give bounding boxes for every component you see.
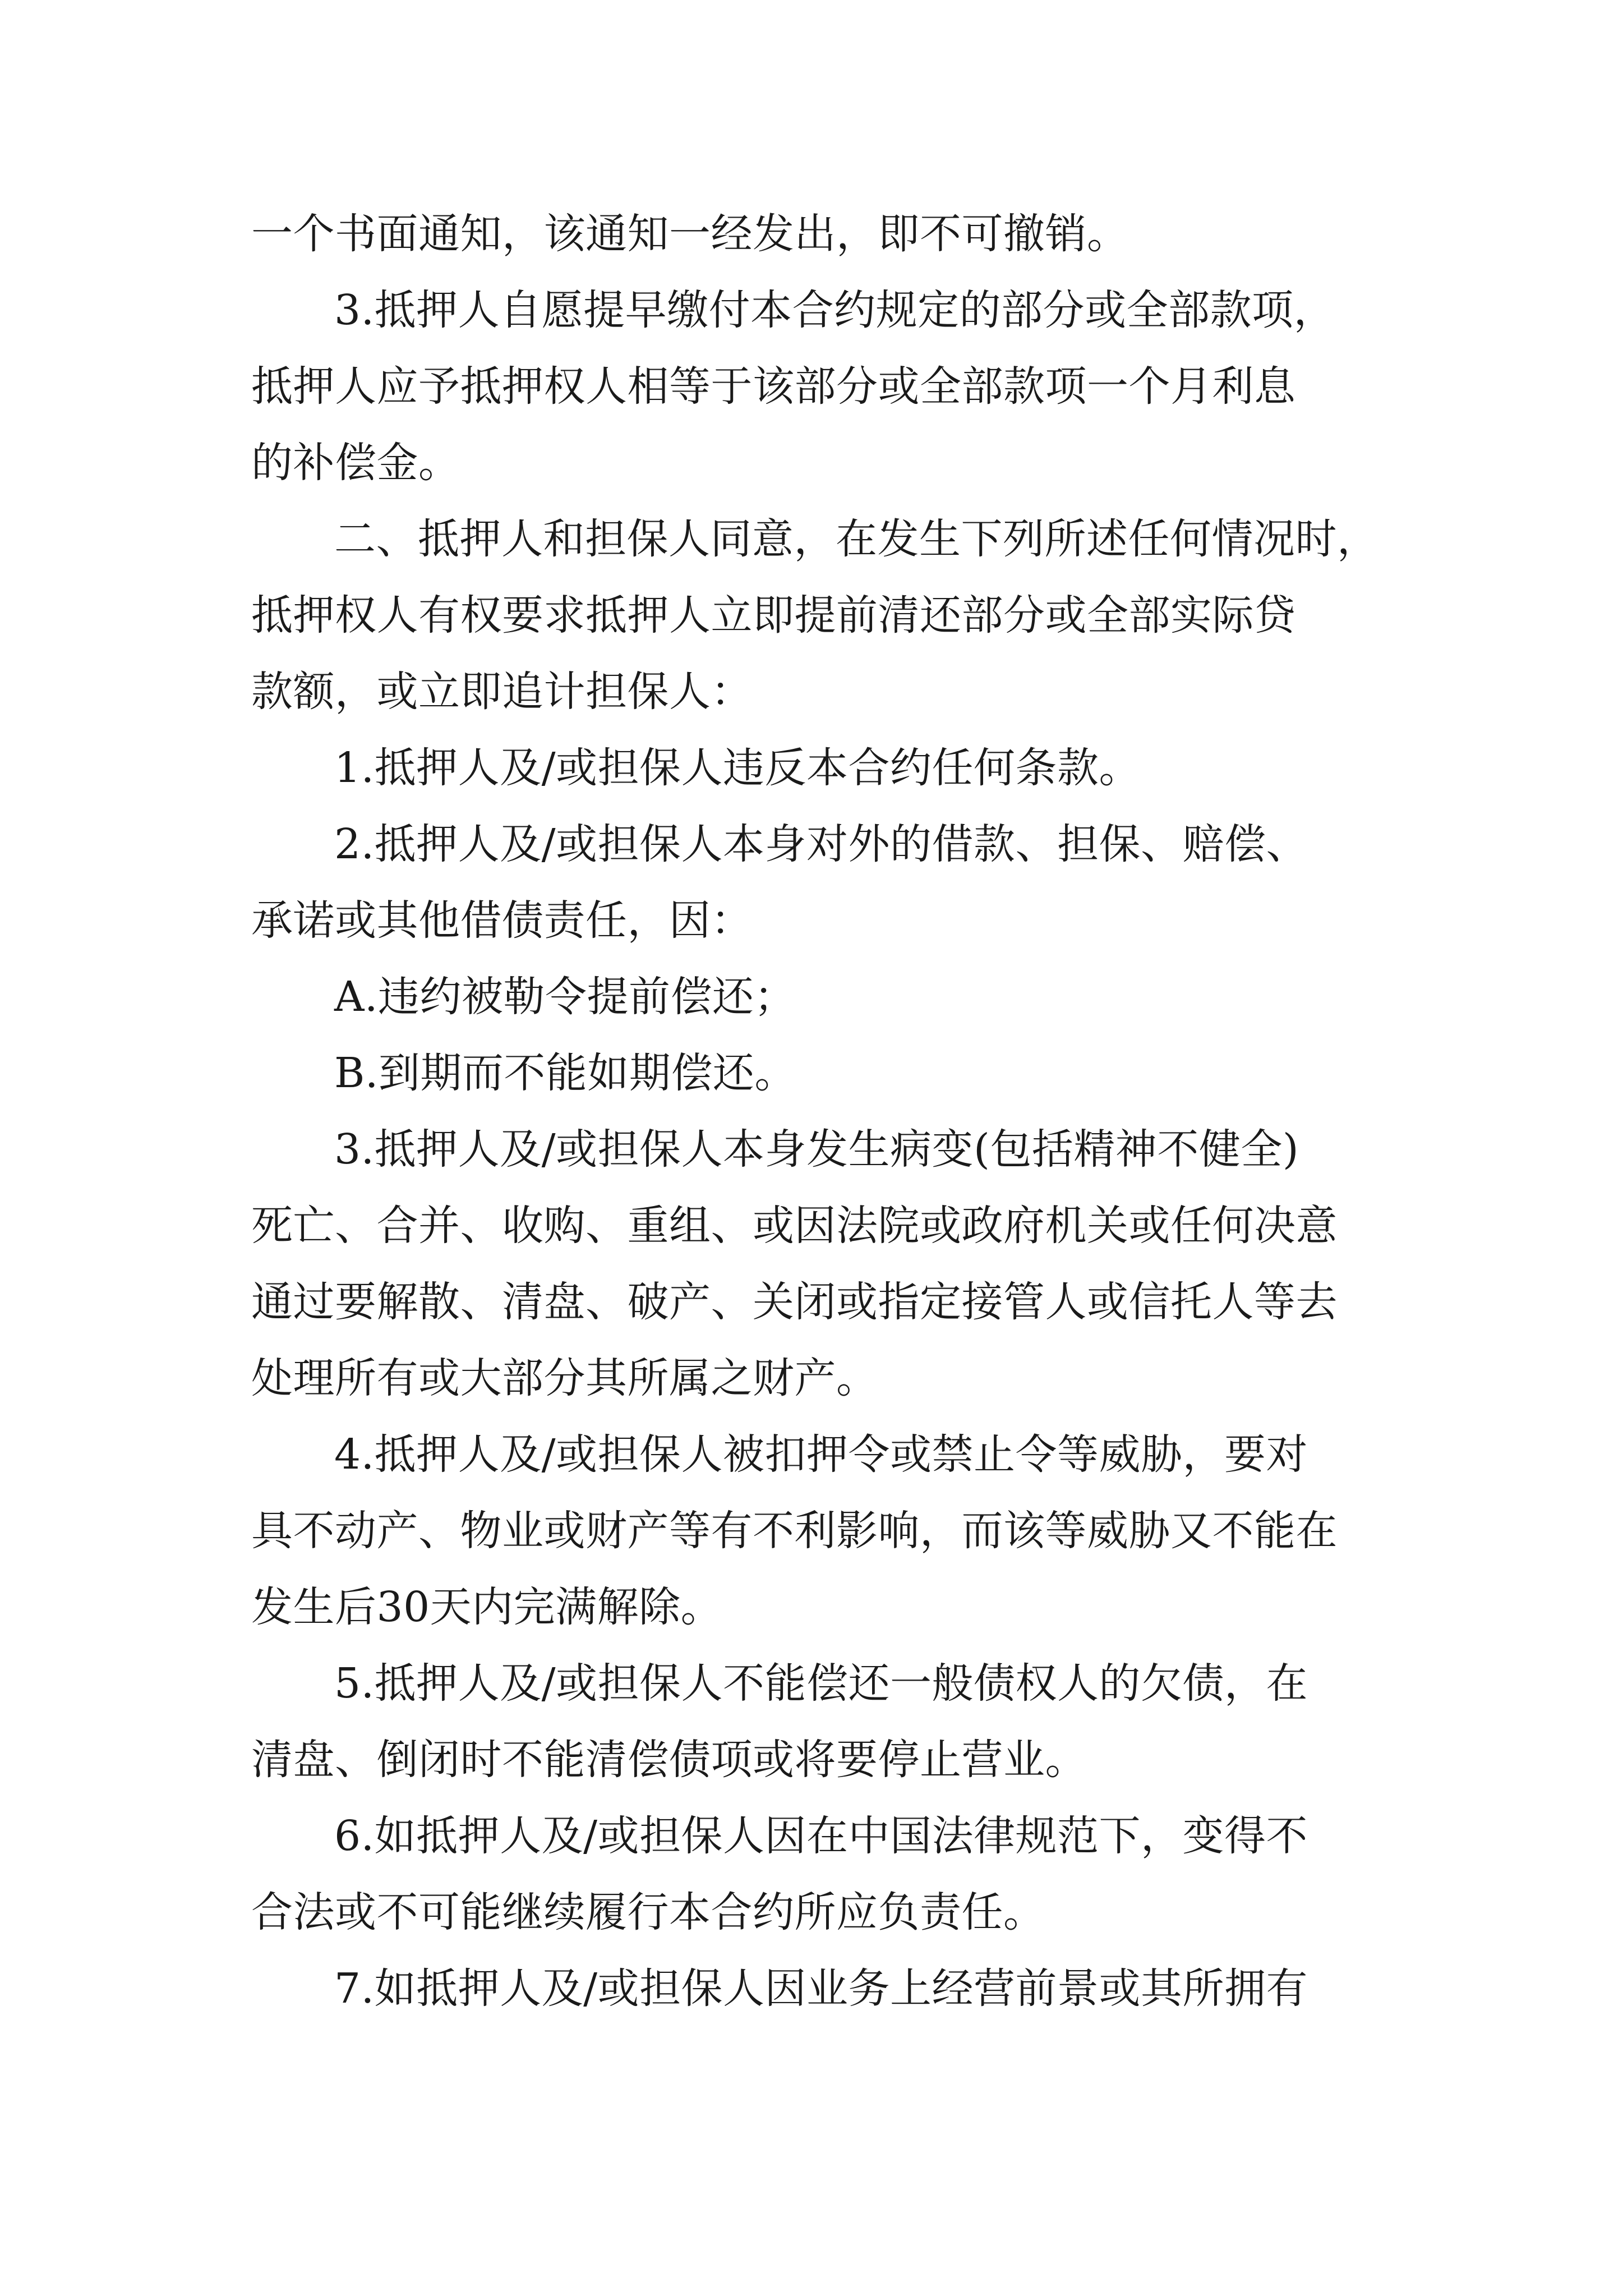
text-line: 4.抵押人及/或担保人被扣押令或禁止令等威胁，要对 xyxy=(334,1430,1308,1479)
text-line: 2.抵押人及/或担保人本身对外的借款、担保、赔偿、 xyxy=(334,820,1308,868)
text-line: 承诺或其他借债责任，因： xyxy=(251,896,753,945)
text-line: 具不动产、物业或财产等有不利影响，而该等威胁又不能在 xyxy=(251,1507,1338,1555)
text-line: 合法或不可能继续履行本合约所应负责任。 xyxy=(251,1888,1045,1936)
text-line: 抵押人应予抵押权人相等于该部分或全部款项一个月利息 xyxy=(251,362,1296,411)
text-line: 3.抵押人及/或担保人本身发生病变(包括精神不健全) xyxy=(334,1125,1299,1174)
text-line: 死亡、合并、收购、重组、或因法院或政府机关或任何决意 xyxy=(251,1202,1338,1250)
text-line: 发生后30天内完满解除。 xyxy=(251,1583,723,1631)
text-line: 1.抵押人及/或担保人违反本合约任何条款。 xyxy=(334,744,1141,792)
text-line: 5.抵押人及/或担保人不能偿还一般债权人的欠债，在 xyxy=(334,1659,1308,1708)
text-line: 款额，或立即追计担保人： xyxy=(251,668,753,716)
text-line: 一个书面通知，该通知一经发出，即不可撤销。 xyxy=(251,210,1129,258)
text-line: 的补偿金。 xyxy=(251,439,460,487)
text-line: B.到期而不能如期偿还。 xyxy=(334,1049,796,1097)
text-line: 二、抵押人和担保人同意，在发生下列所述任何情况时， xyxy=(334,515,1379,563)
text-line: 3.抵押人自愿提早缴付本合约规定的部分或全部款项， xyxy=(334,286,1336,334)
text-line: A.违约被勒令提前偿还； xyxy=(334,973,796,1021)
text-line: 通过要解散、清盘、破产、关闭或指定接管人或信托人等去 xyxy=(251,1278,1338,1326)
text-line: 处理所有或大部分其所属之财产。 xyxy=(251,1354,878,1402)
text-line: 7.如抵押人及/或担保人因业务上经营前景或其所拥有 xyxy=(334,1964,1308,2013)
text-line: 6.如抵押人及/或担保人因在中国法律规范下，变得不 xyxy=(334,1812,1308,1860)
text-line: 抵押权人有权要求抵押人立即提前清还部分或全部实际贷 xyxy=(251,591,1296,639)
text-line: 清盘、倒闭时不能清偿债项或将要停止营业。 xyxy=(251,1736,1087,1784)
